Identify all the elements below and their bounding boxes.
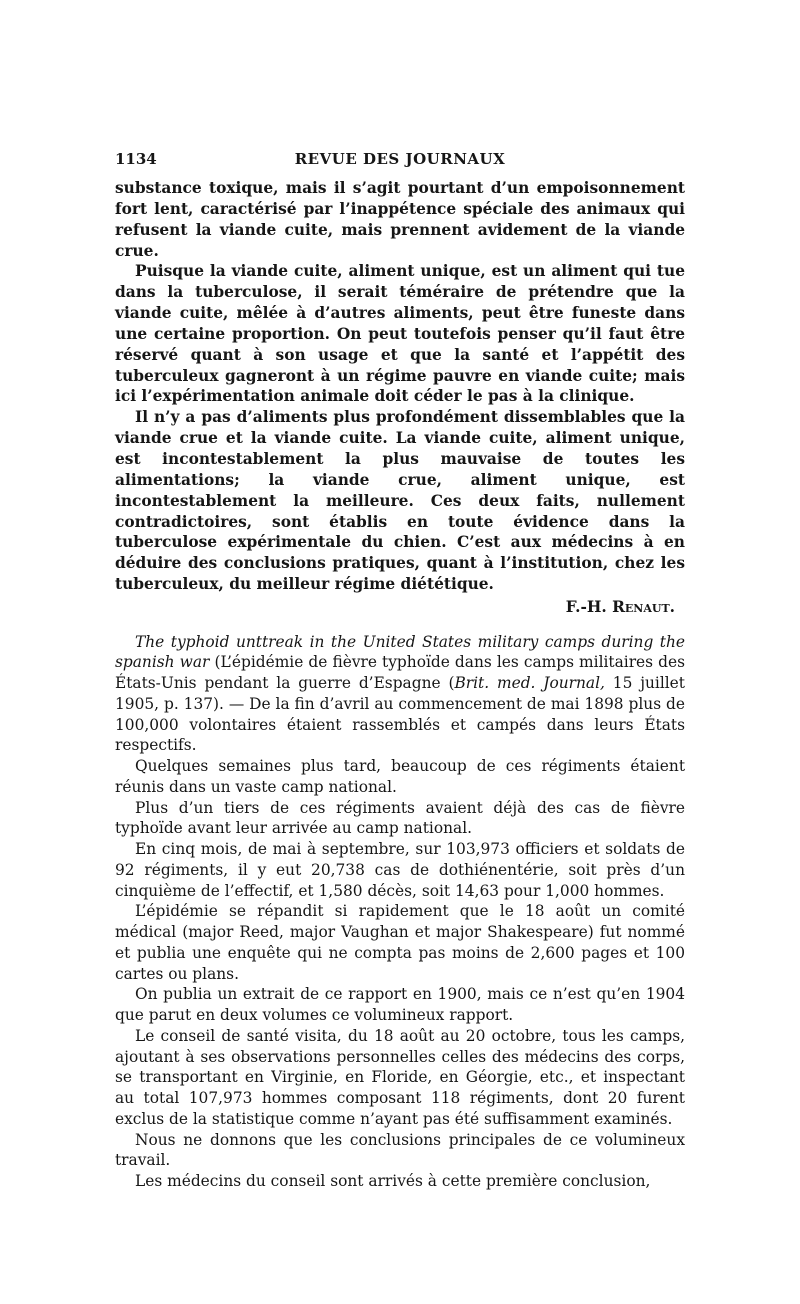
citation-date: 15 juillet 1905, p. 137). [115, 674, 685, 713]
opening-text: — De la fin d’avril au commencement de mai 1898 plus de 100,000 volontaires étaient rassemblés et campés dans leurs États respectifs. [115, 694, 685, 755]
book-page [115, 150, 685, 1192]
paragraph: Le conseil de santé visita, du 18 août au 20 octobre, tous les camps, ajoutant à ses observations personnelles celles des médecins des corps, se transportant en Virginie, en Floride, en Géorgie, etc., et inspectant au total 107,973 hommes composant 118 régiments, dont 20 furent exclus de la statistique comme n’ayant pas été suffisamment examinés. [115, 1026, 685, 1128]
article-heading: The typhoid unttreak in the United States military camps during the spanish war [115, 632, 685, 672]
paragraph: Quelques semaines plus tard, beaucoup de ces régiments étaient réunis dans un vaste camp national. [115, 757, 685, 796]
title-translation: (L’épidémie de fièvre typhoïde dans les camps militaires des États-Unis pendant la guerre d’Espagne ( [115, 653, 685, 693]
article-typhoid-outbreak [115, 632, 685, 1192]
paragraph: On publia un extrait de ce rapport en 1900, mais ce n’est qu’en 1904 que parut en deux volumes ce volumineux rapport. [115, 985, 685, 1025]
paragraph: En cinq mois, de mai à septembre, sur 103,973 officiers et soldats de 92 régiments, il y eut 20,738 cas de dothiénentérie, soit près d’un cinquième de l’effectif, et 1,580 décès, soit 14,63 pour 1,000 hommes. [115, 840, 685, 900]
paragraph: Plus d’un tiers de ces régiments avaient déjà des cas de fièvre typhoïde avant leur arrivée au camp national. [115, 798, 685, 838]
paragraph: Il n’y a pas d’aliments plus profondément dissemblables que la viande crue et la viande cuite. La viande cuite, aliment unique, est incontestablement la plus mauvaise de toutes les alimentations; la viande crue, aliment unique, est incontestablement la meilleure. Ces deux faits, nullement contradictoires, sont établis en toute évidence dans la tuberculose expérimentale du chien. C’est aux médecins à en déduire des conclusions pratiques, quant à l’institution, chez les tuberculeux, du meilleur régime diététique. [115, 408, 685, 594]
journal-reference: Brit. med. Journal, [454, 674, 605, 693]
paragraph: Puisque la viande cuite, aliment unique, est un aliment qui tue dans la tuberculose, il serait téméraire de prétendre que la viande cuite, mêlée à d’autres aliments, peut être funeste dans une certaine proportion. On peut toutefois penser qu’il faut être réservé quant à son usage et que la santé et l’appétit des tuberculeux gagneront à un régime pauvre en viande cuite; mais ici l’expérimentation animale doit céder le pas à la clinique. [115, 262, 685, 406]
paragraph: substance toxique, mais il s’agit pourtant d’un empoisonnement fort lent, caractérisé par l’inappétence spéciale des animaux qui refusent la viande cuite, mais prennent avidement de la viande crue. [115, 179, 685, 260]
article-opening-paragraph [115, 632, 685, 757]
article-tuberculosis-diet [115, 178, 685, 618]
author-signature: F.-H. Renaut. [565, 597, 675, 616]
journal-title: REVUE DES JOURNAUX [294, 150, 506, 168]
paragraph: Les médecins du conseil sont arrivés à cette première conclusion, [135, 1172, 651, 1191]
running-head [115, 150, 685, 178]
paragraph: Nous ne donnons que les conclusions principales de ce volumineux travail. [115, 1130, 685, 1170]
paragraph: L’épidémie se répandit si rapidement que le 18 août un comité médical (major Reed, major Vaughan et major Shakespeare) fut nommé et publia une enquête qui ne compta pas moins de 2,600 pages et 100 cartes ou plans. [115, 902, 685, 983]
page-number: 1134 [115, 150, 157, 168]
